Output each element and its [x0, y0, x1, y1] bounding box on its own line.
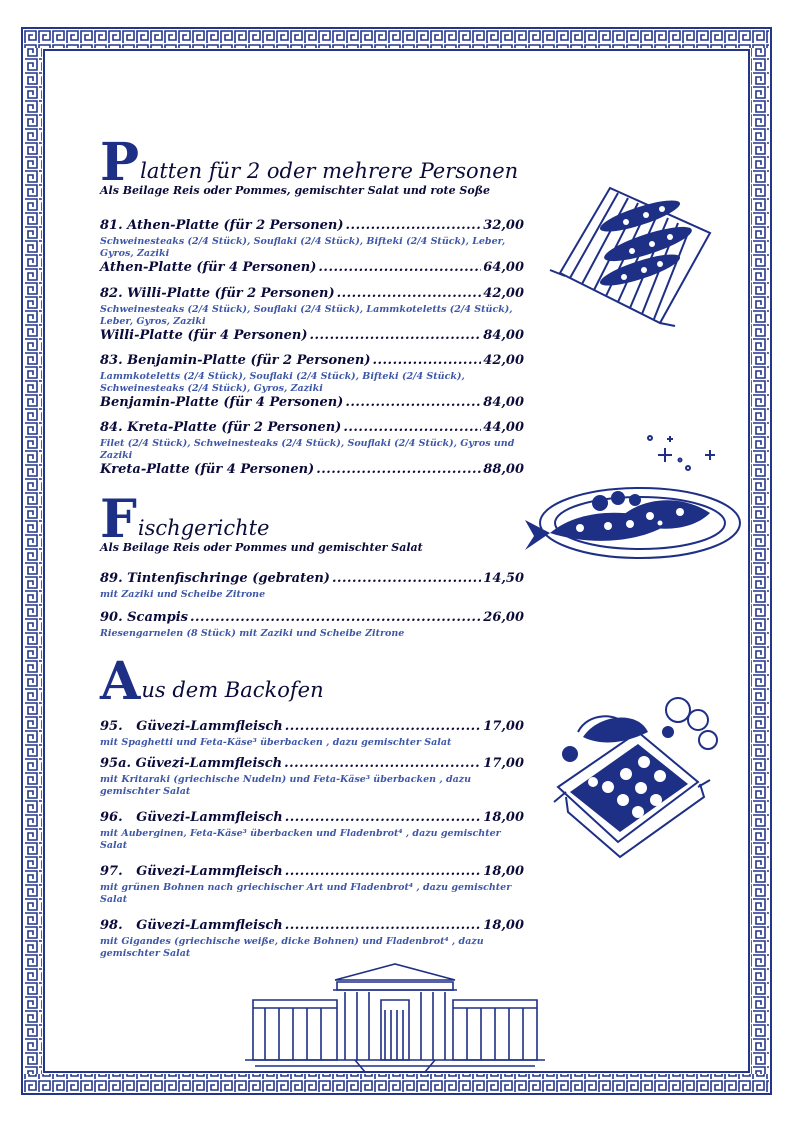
item-name: 84. Kreta-Platte (für 2 Personen) [100, 420, 342, 435]
casserole-dish-illustration [548, 692, 720, 872]
item-price: 26,00 [483, 610, 524, 625]
drop-cap: A [100, 651, 141, 712]
menu-item [100, 810, 524, 852]
item-name: 90. Scampis [100, 610, 188, 625]
item-price: 84,00 [483, 328, 524, 343]
section-title-text: ischgerichte [137, 516, 270, 540]
item-price: 18,00 [483, 864, 524, 879]
item-description: Filet (2/4 Stück), Schweinesteaks (2/4 Stück), Souflaki (2/4 Stück), Gyros und Zaziki [100, 438, 515, 461]
menu-item [100, 218, 524, 278]
item-price: 42,00 [483, 353, 524, 368]
item-name: 82. Willi-Platte (für 2 Personen) [100, 286, 335, 301]
item-description: Schweinesteaks (2/4 Stück), Souflaki (2/4 Stück), Bifteki (2/4 Stück), Leber, Gyros, Zaziki [100, 236, 506, 259]
item-price: 42,00 [483, 286, 524, 301]
item-name: Athen-Platte (für 4 Personen) [100, 260, 317, 275]
item-price: 64,00 [483, 260, 524, 275]
item-name: Kreta-Platte (für 4 Personen) [100, 462, 315, 477]
menu-item [100, 571, 524, 601]
item-price: 44,00 [483, 420, 524, 435]
item-name: 95a. Güvezi-Lammfleisch [100, 756, 283, 771]
item-description: mit Kritaraki (griechische Nudeln) und Feta-Käse³ überbacken , dazu gemischter Salat [100, 774, 472, 797]
item-name: Willi-Platte (für 4 Personen) [100, 328, 308, 343]
item-price: 17,00 [483, 719, 524, 734]
item-description: Riesengarnelen (8 Stück) mit Zaziki und Scheibe Zitrone [100, 628, 405, 639]
item-price: 84,00 [483, 395, 524, 410]
menu-item [100, 756, 524, 798]
item-price: 88,00 [483, 462, 524, 477]
item-name: Benjamin-Platte (für 4 Personen) [100, 395, 344, 410]
menu-item [100, 918, 524, 960]
item-price: 17,00 [483, 756, 524, 771]
drop-cap: P [100, 132, 140, 193]
item-name: 81. Athen-Platte (für 2 Personen) [100, 218, 344, 233]
item-name: 89. Tintenfischringe (gebraten) [100, 571, 330, 586]
section-title-text: us dem Backofen [141, 678, 324, 702]
section-title-text: latten für 2 oder mehrere Personen [140, 159, 519, 183]
item-name: 96. Güvezi-Lammfleisch [100, 810, 283, 825]
item-name: 97. Güvezi-Lammfleisch [100, 864, 283, 879]
item-price: 14,50 [483, 571, 524, 586]
item-description: mit Spaghetti und Feta-Käse³ überbacken , dazu gemischter Salat [100, 737, 452, 748]
item-description: Schweinesteaks (2/4 Stück), Souflaki (2/4 Stück), Lammkoteletts (2/4 Stück), Leber, Gyros, Zaziki [100, 304, 513, 327]
menu-item [100, 420, 524, 480]
item-price: 32,00 [483, 218, 524, 233]
item-name: 95. Güvezi-Lammfleisch [100, 719, 283, 734]
section-subtitle: Als Beilage Reis oder Pommes und gemischter Salat [100, 541, 423, 554]
drop-cap: F [100, 489, 137, 550]
item-description: Lammkoteletts (2/4 Stück), Souflaki (2/4 Stück), Bifteki (2/4 Stück), Schweinesteaks (2/4 Stück), Gyros, Zaziki [100, 371, 465, 394]
item-description: mit grünen Bohnen nach griechischer Art und Fladenbrot⁴ , dazu gemischter Salat [100, 882, 512, 905]
temple-illustration [245, 960, 545, 1074]
menu-item [100, 864, 524, 906]
menu-item [100, 353, 524, 413]
item-price: 18,00 [483, 918, 524, 933]
menu-item [100, 719, 524, 749]
item-name: 83. Benjamin-Platte (für 2 Personen) [100, 353, 371, 368]
menu-item [100, 286, 524, 346]
fish-platter-illustration [520, 428, 742, 578]
item-description: mit Gigandes (griechische weiße, dicke Bohnen) und Fladenbrot⁴ , dazu gemischter Salat [100, 936, 484, 959]
section-subtitle: Als Beilage Reis oder Pommes, gemischter Salat und rote Soße [100, 184, 491, 197]
menu-item [100, 610, 524, 640]
item-name: 98. Güvezi-Lammfleisch [100, 918, 283, 933]
item-description: mit Zaziki und Scheibe Zitrone [100, 589, 266, 600]
section-title-fisch [100, 489, 270, 550]
item-price: 18,00 [483, 810, 524, 825]
grill-skewers-illustration [540, 178, 720, 328]
section-title-backofen [100, 651, 324, 712]
item-description: mit Auberginen, Feta-Käse³ überbacken und Fladenbrot⁴ , dazu gemischter Salat [100, 828, 501, 851]
